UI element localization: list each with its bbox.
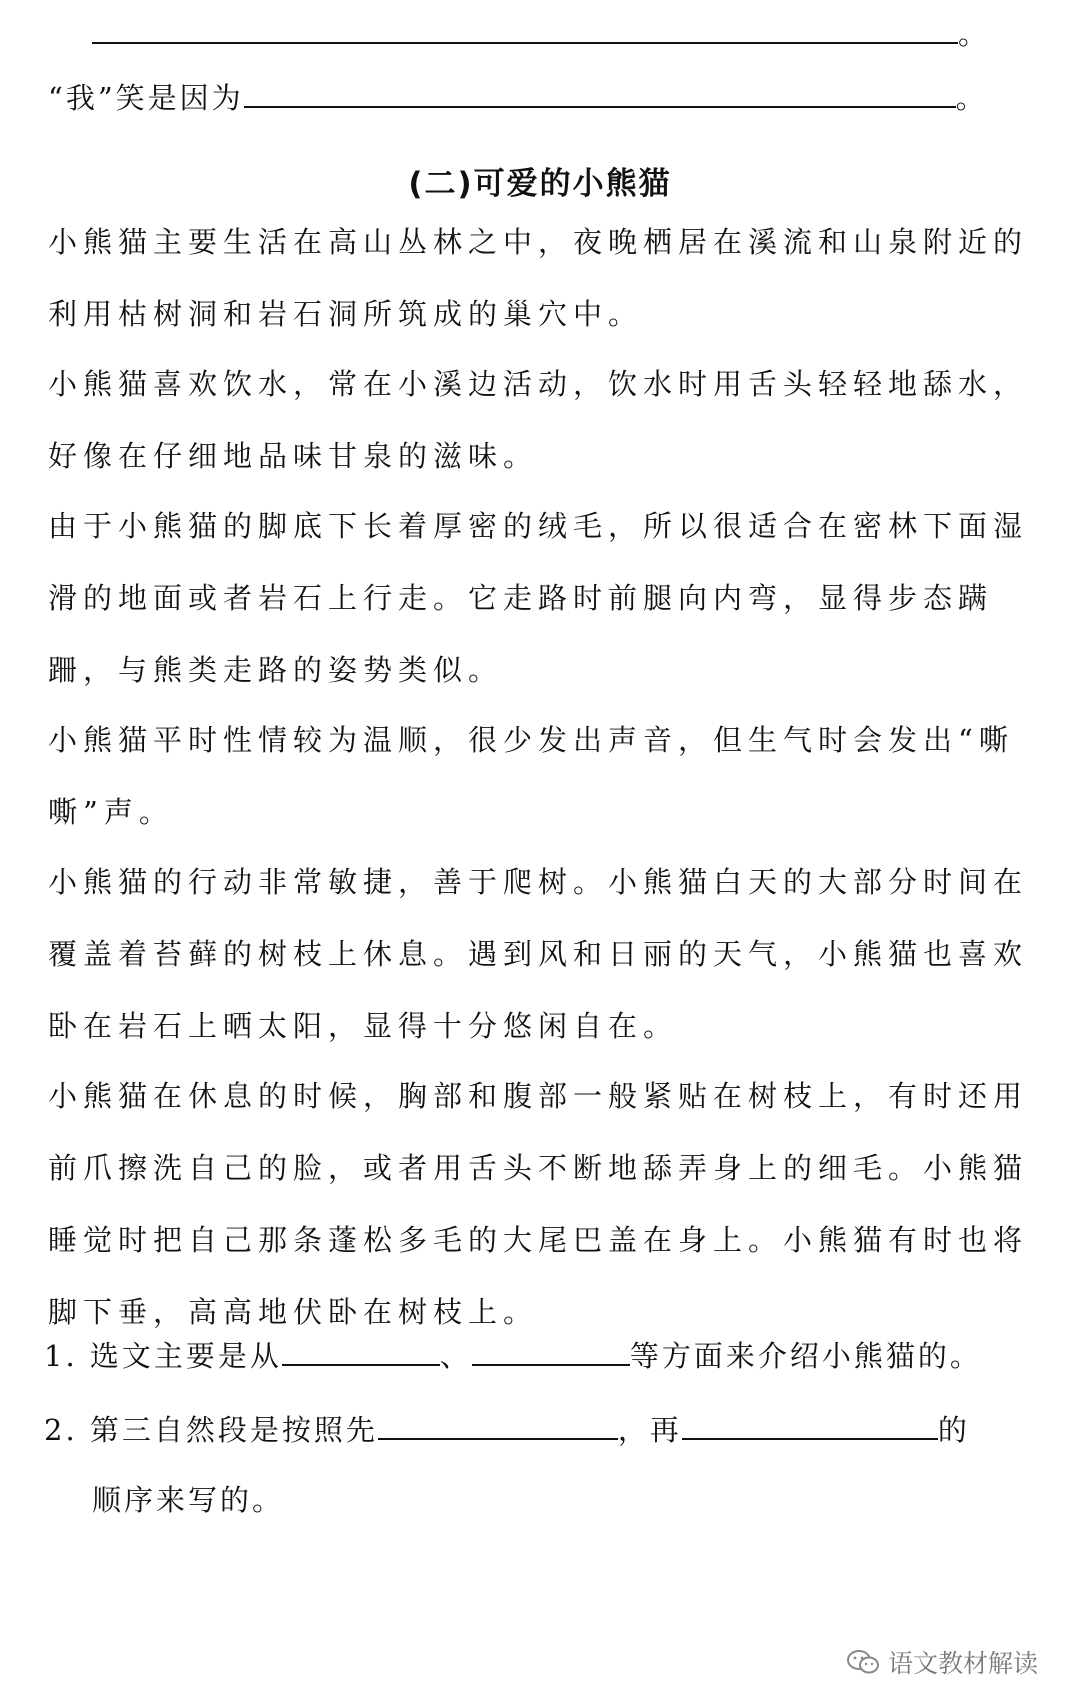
question-number: 1.: [44, 1339, 78, 1373]
question-1: 1. 选文主要是从 、 等方面来介绍小熊猫的。: [44, 1339, 982, 1373]
blank[interactable]: [282, 1338, 440, 1366]
watermark: [846, 1644, 1038, 1680]
question-number: 2.: [44, 1413, 78, 1447]
laugh-reason-line: “我”笑是因为 。: [48, 81, 988, 115]
paragraph-1: 小熊猫主要生活在高山丛林之中，夜晚栖居在溪流和山泉附近的利用枯树洞和岩石洞所筑成的巢穴中。: [48, 225, 1029, 331]
blank[interactable]: [472, 1338, 630, 1366]
blank[interactable]: [92, 16, 958, 44]
wechat-icon: [846, 1649, 880, 1675]
paragraph-2: 小熊猫喜欢饮水，常在小溪边活动，饮水时用舌头轻轻地舔水，好像在仔细地品味甘泉的滋味。: [48, 367, 1029, 473]
blank[interactable]: [682, 1412, 938, 1440]
paragraph-5: 小熊猫的行动非常敏捷，善于爬树。小熊猫白天的大部分时间在覆盖着苔藓的树枝上休息。遇到风和日丽的天气，小熊猫也喜欢卧在岩石上晒太阳，显得十分悠闲自在。: [48, 865, 1029, 1043]
line-prefix: “我”笑是因为: [48, 81, 244, 115]
blank[interactable]: [244, 80, 956, 108]
section-title: (二)可爱的小熊猫: [408, 166, 672, 202]
watermark-text: 语文教材解读: [887, 1649, 1038, 1678]
paragraph-6: 小熊猫在休息的时候，胸部和腹部一般紧贴在树枝上，有时还用前爪擦洗自己的脸，或者用舌头不断地舔弄身上的细毛。小熊猫睡觉时把自己那条蓬松多毛的大尾巴盖在身上。小熊猫有时也将脚下垂，高高地伏卧在树枝上。: [48, 1079, 1029, 1329]
answer-line-top: 。: [92, 16, 1036, 52]
paragraph-4: 小熊猫平时性情较为温顺，很少发出声音，但生气时会发出“嘶嘶”声。: [48, 723, 1014, 829]
blank[interactable]: [378, 1412, 618, 1440]
question-2: 2. 第三自然段是按照先 ，再 的: [44, 1413, 970, 1447]
question-2-continuation: 顺序来写的。: [92, 1483, 285, 1517]
paragraph-3: 由于小熊猫的脚底下长着厚密的绒毛，所以很适合在密林下面湿滑的地面或者岩石上行走。它走路时前腿向内弯，显得步态蹒跚，与熊类走路的姿势类似。: [48, 509, 1029, 687]
